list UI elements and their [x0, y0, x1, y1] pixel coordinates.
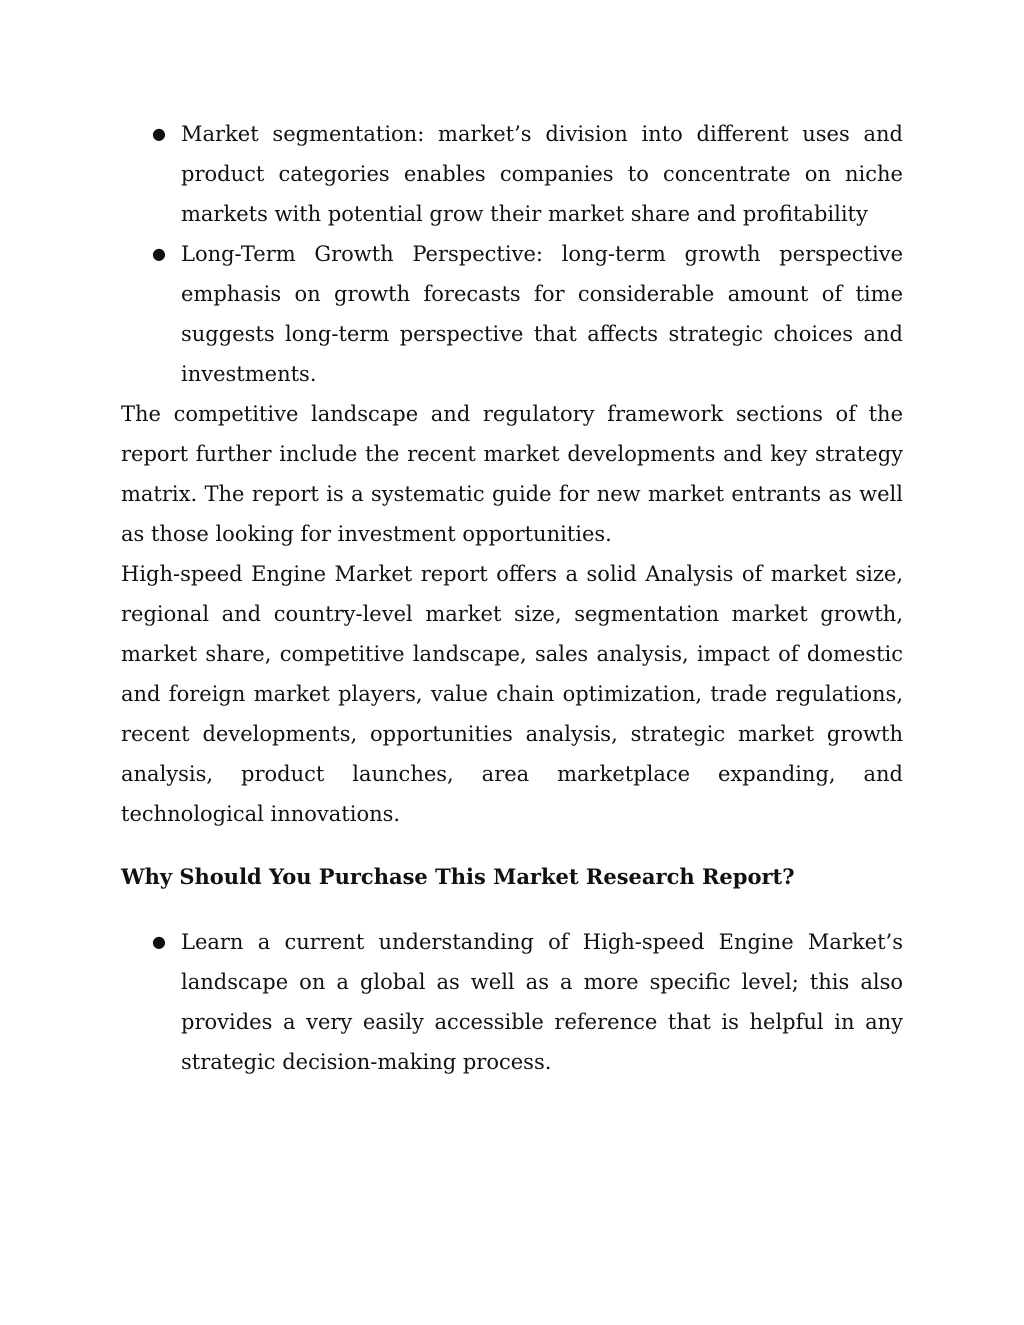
list-item-text: Market segmentation: market’s division into different uses and product categories enables companies to concentrate on niche markets with potential grow their market share and profitability — [181, 122, 903, 226]
bullet-dot-icon: ● — [152, 244, 166, 263]
bullet-list-bottom — [121, 922, 903, 1082]
paragraph-report-overview: High-speed Engine Market report offers a solid Analysis of market size, regional and country-level market size, segmentation market growth, market share, competitive landscape, sales analysis, impact of domestic and foreign market players, value chain optimization, trade regulations, recent developments, opportunities analysis, strategic market growth analysis, product launches, area marketplace expanding, and technological innovations. — [121, 562, 903, 826]
list-item-text: Learn a current understanding of High-speed Engine Market’s landscape on a global as well as a more specific level; this also provides a very easily accessible reference that is helpful in any strategic decision-making process. — [181, 930, 903, 1074]
section-heading: Why Should You Purchase This Market Research Report? — [121, 864, 795, 889]
list-item — [152, 922, 903, 1082]
list-item — [152, 114, 903, 234]
list-item-text: Long-Term Growth Perspective: long-term growth perspective emphasis on growth forecasts for considerable amount of time suggests long-term perspective that affects strategic choices and investments. — [181, 242, 903, 386]
paragraph-competitive-landscape: The competitive landscape and regulatory framework sections of the report further include the recent market developments and key strategy matrix. The report is a systematic guide for new market entrants as well as those looking for investment opportunities. — [121, 402, 903, 546]
bullet-dot-icon: ● — [152, 932, 166, 951]
document-page — [121, 114, 903, 1082]
bullet-dot-icon: ● — [152, 124, 166, 143]
list-item — [152, 234, 903, 394]
bullet-list-top — [121, 114, 903, 394]
